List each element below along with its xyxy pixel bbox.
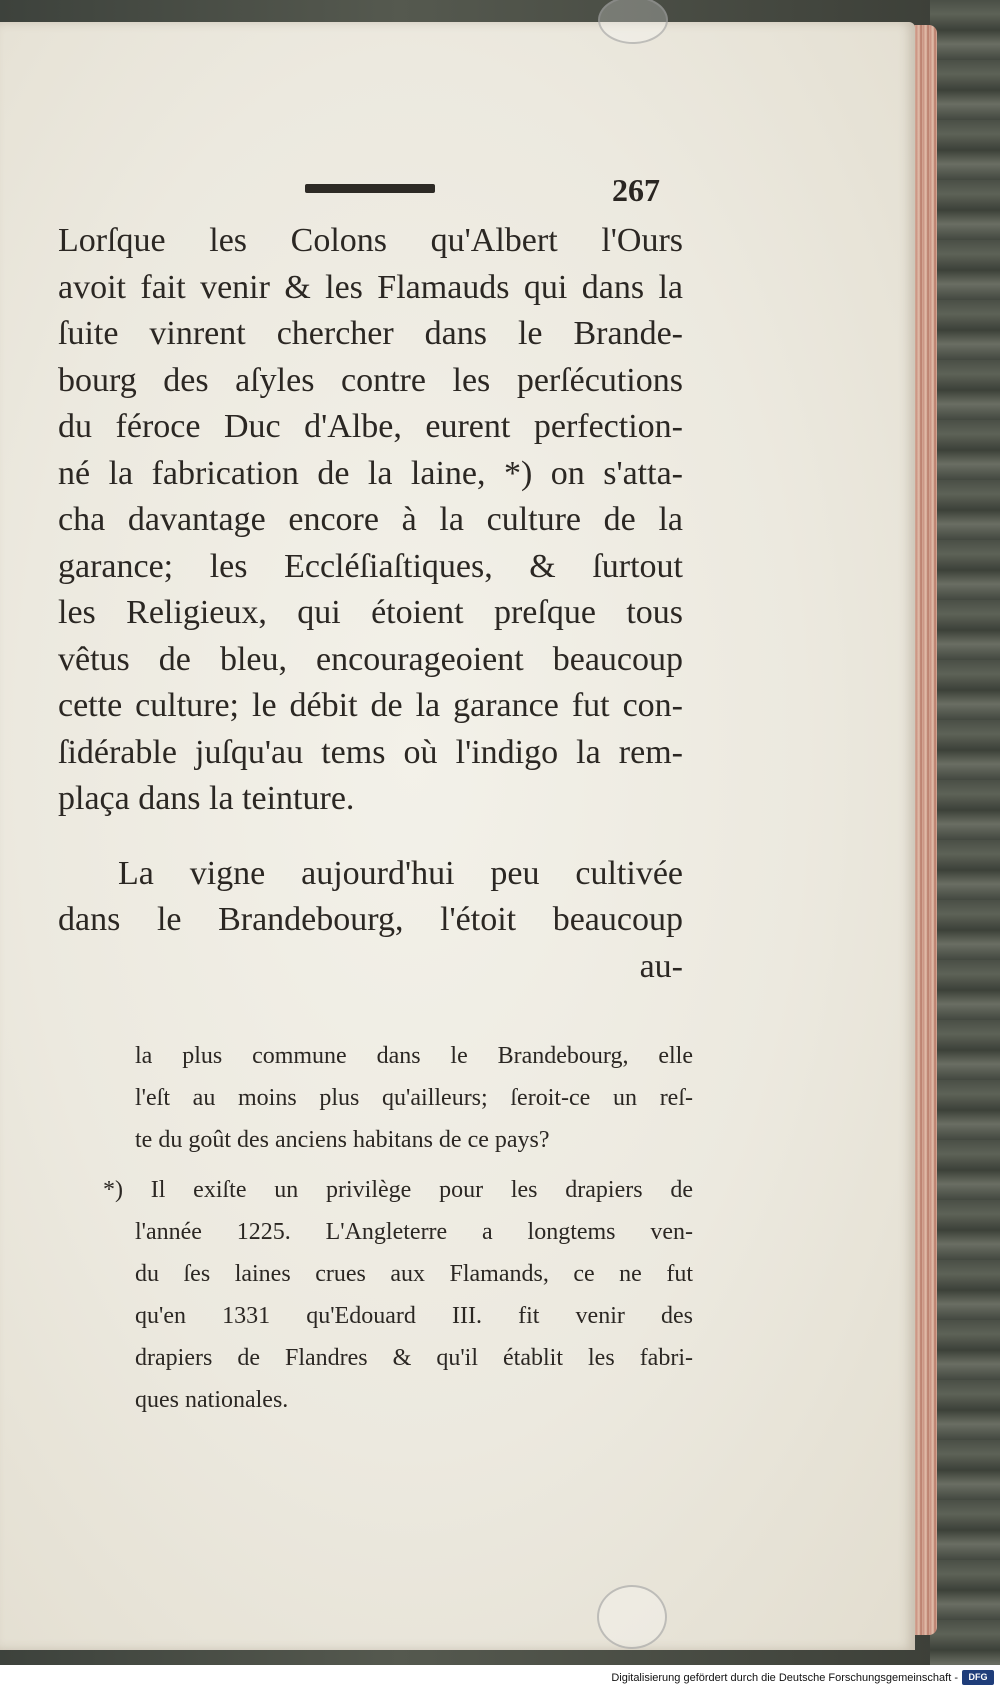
text-line: avoit fait venir & les Flamauds qui dans la (58, 268, 683, 306)
footnote-continuation (95, 1035, 693, 1161)
text-line: né la fabrication de la laine, *) on s'atta- (58, 454, 683, 492)
paragraph-2 (58, 851, 683, 991)
text-line: La vigne aujourd'hui peu cultivée (118, 854, 683, 892)
text-line: garance; les Eccléſiaſtiques, & ſurtout (58, 547, 683, 585)
footnote-line: drapiers de Flandres & qu'il établit les fabri- (135, 1345, 693, 1371)
footnote-line: te du goût des anciens habitans de ce pays? (135, 1127, 550, 1153)
catchword: au- (639, 947, 683, 985)
text-line: bourg des aſyles contre les perſécutions (58, 361, 683, 399)
book-binding-edge (930, 0, 1000, 1665)
text-line: les Religieux, qui étoient preſque tous (58, 594, 683, 631)
page-clip-bottom (597, 1585, 667, 1649)
footnote-line: ques nationales. (135, 1387, 289, 1413)
footnote-drapiers (95, 1169, 693, 1421)
body-text (58, 218, 683, 990)
dfg-logo: DFG (962, 1670, 994, 1685)
footnote-line: *) Il exiſte un privilège pour les drapiers de (103, 1177, 693, 1203)
digitization-footer (0, 1665, 1000, 1692)
text-line: dans le Brandebourg, l'étoit beaucoup (58, 901, 683, 938)
paragraph-1 (58, 218, 683, 823)
footnotes (95, 1035, 693, 1421)
footnote-gap (95, 1161, 693, 1169)
text-line: Lorſque les Colons qu'Albert l'Ours (58, 222, 683, 259)
text-line: vêtus de bleu, encourageoient beaucoup (58, 640, 683, 678)
header-rule (305, 184, 435, 193)
page-number: 267 (612, 172, 660, 208)
footnote-line: l'année 1225. L'Angleterre a longtems ven- (135, 1219, 693, 1245)
text-line: ſidérable juſqu'au tems où l'indigo la rem- (58, 733, 683, 771)
text-line: cha davantage encore à la culture de la (58, 501, 683, 538)
text-line: du féroce Duc d'Albe, eurent perfection- (58, 408, 683, 445)
footnote-line: l'eſt au moins plus qu'ailleurs; ſeroit-ce un reſ- (135, 1085, 693, 1111)
text-line: ſuite vinrent chercher dans le Brande- (58, 315, 683, 352)
footnote-line: la plus commune dans le Brandebourg, elle (135, 1043, 693, 1069)
funding-credit: Digitalisierung gefördert durch die Deutsche Forschungsgemeinschaft - (611, 1672, 958, 1684)
footnote-line: qu'en 1331 qu'Edouard III. fit venir des (135, 1303, 693, 1329)
text-line: plaça dans la teinture. (58, 780, 355, 817)
footnote-line: du ſes laines crues aux Flamands, ce ne fut (135, 1261, 693, 1287)
text-line: cette culture; le débit de la garance fut con- (58, 687, 683, 724)
